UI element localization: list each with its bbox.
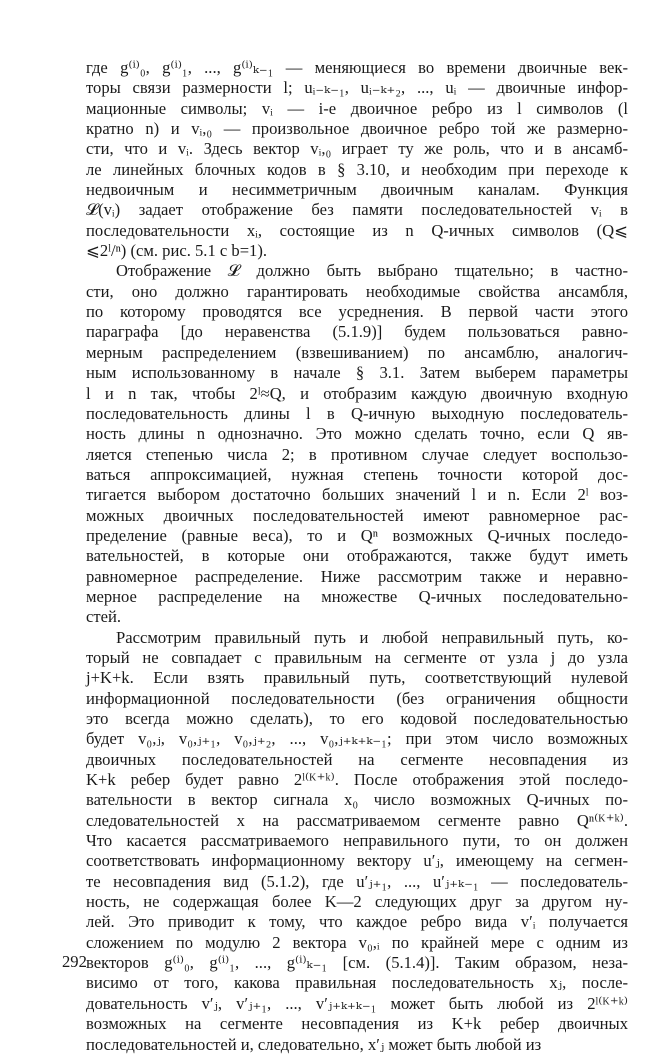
text-line: кратно n) и vᵢ,₀ — произвольное двоичное ребро той же размерно- (86, 119, 628, 139)
text-line: соответствовать информационному вектору u′ⱼ, имеющему на сегмен- (86, 851, 628, 871)
text-line: вательности в вектор сигнала x₀ число возможных Q-ичных по- (86, 790, 628, 810)
text-line: те несовпадения вид (5.1.2), где u′ⱼ₊₁, ..., u′ⱼ₊ₖ₋₁ — последователь- (86, 871, 628, 891)
text-line: можных двоичных последовательностей имеют равномерное рас- (86, 505, 628, 525)
text-line: мерным распределением (взвешиванием) по ансамблю, аналогич- (86, 342, 628, 362)
text-line: ным использованному в начале § 3.1. Затем выберем параметры (86, 363, 628, 383)
text-line: ность, не содержащая более K—2 следующих друг за другом ну- (86, 892, 628, 912)
text-line: ле линейных блочных кодов в § 3.10, и необходим при переходе к (86, 159, 628, 179)
text-line: будет v₀,ⱼ, v₀,ⱼ₊₁, v₀,ⱼ₊₂, ..., v₀,ⱼ₊ₖ₊ₖ₋₁; при этом число возможных (86, 729, 628, 749)
text-line: недвоичным и несимметричным двоичным каналам. Функция (86, 180, 628, 200)
text-line: сложением по модулю 2 вектора v₀,ᵢ по крайней мере с одним из (86, 932, 628, 952)
text-line: 𝓛(vᵢ) задает отображение без памяти последовательностей vᵢ в (86, 200, 628, 220)
text-line: двоичных последовательностей на сегменте несовпадения из (86, 749, 628, 769)
text-line: ваться аппроксимацией, нужная степень точности которой дос- (86, 464, 628, 484)
text-line: мерное распределение на множестве Q-ичных последовательно- (86, 586, 628, 606)
text-line: j+K+k. Если взять правильный путь, соответствующий нулевой (86, 668, 628, 688)
page-number: 292 (62, 952, 87, 971)
text-line: последовательности xᵢ, состоящие из n Q-ичных символов (Q⩽ (86, 220, 628, 240)
text-line: возможных на сегменте несовпадения из K+k ребер двоичных (86, 1014, 628, 1034)
text-line: это всегда можно сделать), то его кодовой последовательностью (86, 709, 628, 728)
text-line: пределение (равные веса), то и Qⁿ возможных Q-ичных последо- (86, 525, 628, 545)
text-line: K+k ребер будет равно 2ˡ⁽ᴷ⁺ᵏ⁾. После отображения этой последо- (86, 770, 628, 790)
text-line: вательностей, в которые они отображаются, также будут иметь (86, 546, 628, 566)
text-line: стей. (86, 607, 122, 627)
text-line: ⩽2ˡ/ⁿ) (см. рис. 5.1 с b=1). (86, 241, 268, 261)
page-body (86, 58, 628, 1055)
text-line: торы связи размерности l; uᵢ₋ₖ₋₁, uᵢ₋ₖ₊₂, ..., uᵢ — двоичные инфор- (86, 78, 628, 98)
text-line: последовательностей и, следовательно, x′ⱼ может быть любой из (86, 1034, 542, 1054)
text-line: Что касается рассматриваемого неправильного пути, то он должен (86, 831, 628, 851)
text-line: ляется степенью числа 2; в противном случае следует воспользо- (86, 444, 628, 464)
text-line: Рассмотрим правильный путь и любой неправильный путь, ко- (116, 627, 628, 647)
text-line: векторов g⁽ⁱ⁾₀, g⁽ⁱ⁾₁, ..., g⁽ⁱ⁾ₖ₋₁ [см. (5.1.4)]. Таким образом, неза- (86, 953, 628, 973)
text-line: информационной последовательности (без ограничения общности (86, 688, 628, 708)
text-line: ность длины n однозначно. Это можно сделать точно, если Q яв- (86, 424, 628, 444)
paragraph (86, 628, 628, 1055)
paragraph (86, 261, 628, 627)
text-line: сти, оно должно гарантировать необходимые свойства ансамбля, (86, 281, 628, 301)
text-line: мационные символы; vᵢ — i-е двоичное ребро из l символов (l (86, 98, 628, 118)
text-line: торый не совпадает с правильным на сегменте от узла j до узла (86, 647, 628, 667)
text-line: Отображение 𝓛 должно быть выбрано тщательно; в частно- (116, 261, 628, 281)
text-line: сти, что и vᵢ. Здесь вектор vᵢ,₀ играет ту же роль, что и в ансамб- (86, 139, 628, 159)
text-line: по которому проводятся все усреднения. В первой части этого (86, 302, 628, 322)
text-line: где g⁽ⁱ⁾₀, g⁽ⁱ⁾₁, ..., g⁽ⁱ⁾ₖ₋₁ — меняющиеся во времени двоичные век- (86, 58, 628, 77)
text-line: тигается выбором достаточно больших значений l и n. Если 2ˡ воз- (86, 485, 628, 505)
text-line: лей. Это приводит к тому, что каждое ребро вида v′ᵢ получается (86, 912, 628, 932)
text-line: последовательность длины l в Q-ичную выходную последователь- (86, 403, 628, 423)
paragraph (86, 58, 628, 261)
text-line: равномерное распределение. Ниже рассмотрим также и неравно- (86, 566, 628, 586)
text-line: l и n так, чтобы 2ˡ≈Q, и отобразим каждую двоичную входную (86, 383, 628, 403)
text-line: довательность v′ⱼ, v′ⱼ₊₁, ..., v′ⱼ₊ₖ₊ₖ₋₁ может быть любой из 2ˡ⁽ᴷ⁺ᵏ⁾ (86, 993, 628, 1013)
text-line: параграфа [до неравенства (5.1.9)] будем пользоваться равно- (86, 322, 628, 342)
text-line: следовательностей x на рассматриваемом сегменте равно Qⁿ⁽ᴷ⁺ᵏ⁾. (86, 810, 628, 830)
text-line: висимо от того, какова правильная последовательность xⱼ, после- (86, 973, 628, 993)
